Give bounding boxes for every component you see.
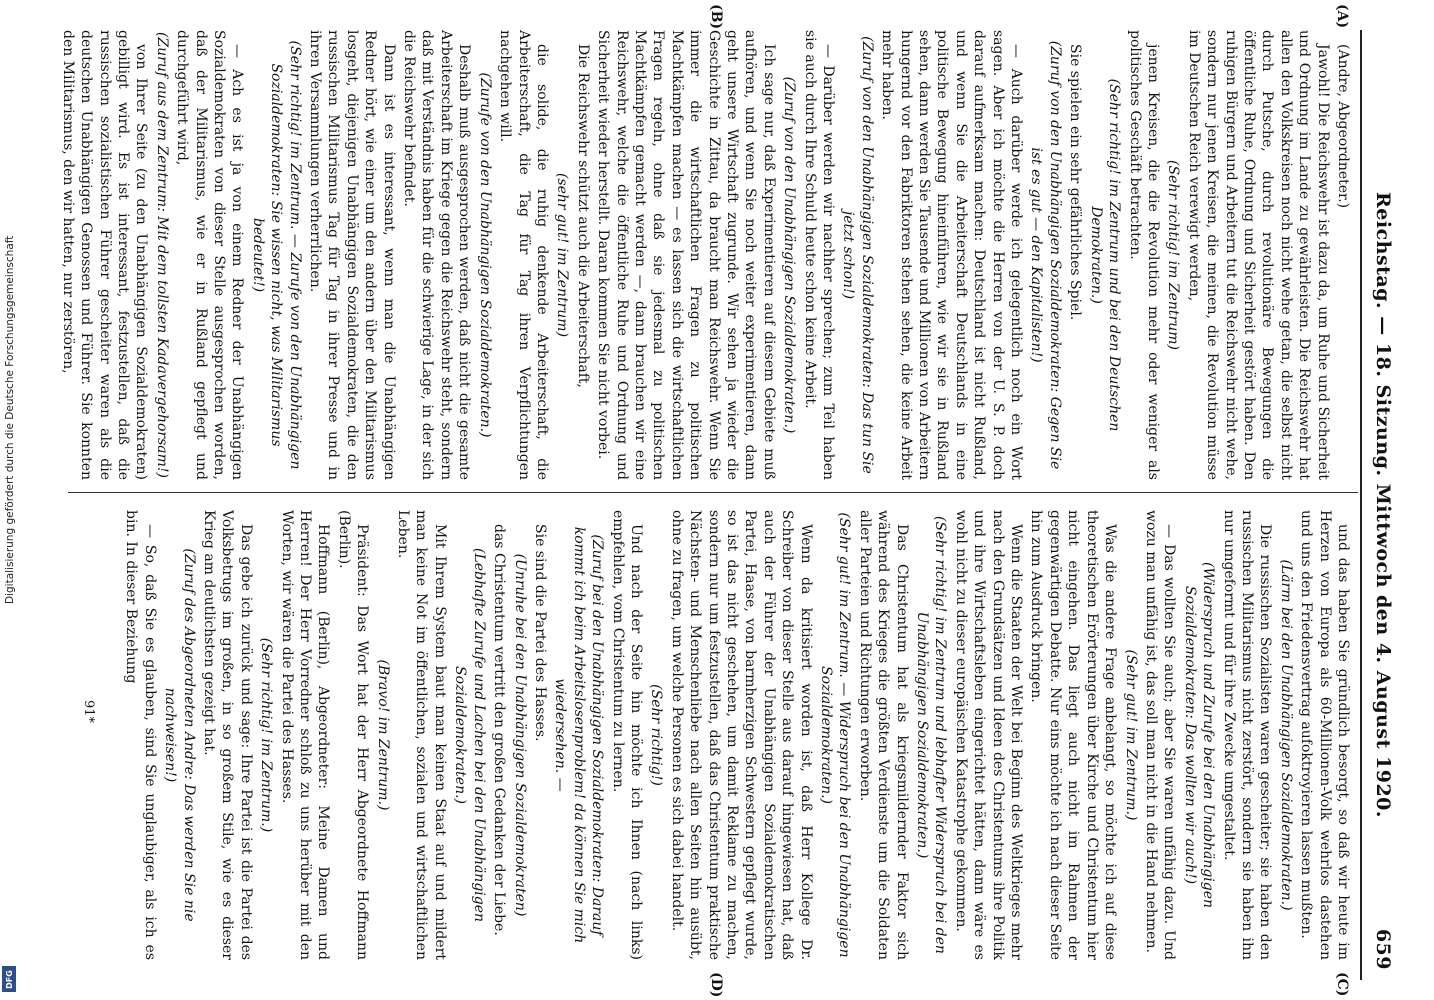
page-header (1358, 30, 1402, 980)
paragraph: Sie spielen ein sehr gefährliches Spiel. (1067, 44, 1084, 321)
interjection: (Bravo! im Zentrum.) (374, 659, 391, 811)
column-divider (68, 492, 1358, 493)
right-column (72, 510, 1352, 960)
paragraph: — Das wollten Sie auch; aber Sie waren unfähig dazu. Und wozu man unfähig ist, das soll man nicht in die Hand nehmen. (1142, 510, 1178, 960)
dfg-logo (2, 966, 16, 992)
margin-mark-c: (C) (1334, 972, 1350, 997)
interjection: (Sehr gut! im Zentrum.) (1122, 649, 1139, 821)
paragraph: Dann ist es interessant, wenn man die Unabhängigen Redner hört, wie einer um den andern über den Militarismus losgeht, diejenigen Unabhängigen Sozialdemokraten, die den russischen Militarismus Tag für Tag in ihrer Presse und in ihren Versammlungen verherrlichen. (307, 30, 397, 480)
interjection: (sehr gut! im Zentrum) (554, 172, 571, 338)
page-title: Reichstag. — 18. Sitzung. Mittwoch den 4. August 1920. (1372, 191, 1394, 819)
interjection: (Sehr richtig! im Zentrum.) (258, 637, 275, 833)
margin-mark-a: (A) (1334, 4, 1350, 29)
paragraph: von Ihrer Seite (zu den Unabhängigen Sozialdemokraten) gebilligt wird. Es ist interessant, festzustellen, daß die russischen sozialistischen Führer gescheiter waren als die deutschen Unabhängigen Genossen und Führer. Sie konnten den Militarismus, den wir hatten, nur zerstören, (59, 30, 150, 480)
interjection: (Zuruf von den Unabhängigen Sozialdemokraten: Gegen Sie ist es gut — den Kapitalisten!) (1028, 40, 1063, 470)
paragraph: Mit Ihrem System baut man keinen Staat auf und mildert man keine Not im öffentlichen, sozialen und wirtschaftlichen Leben. (395, 510, 448, 960)
footer-page-marker: 91* (81, 700, 96, 724)
paragraph: Sie sind die Partei des Hasses. (531, 524, 548, 742)
paragraph: Und nach der Seite hin möchte ich Ihnen (nach links) empfehlen, vom Christentum zu lernen. (609, 510, 644, 960)
speaker-paragraph: Präsident: Das Wort hat der Herr Abgeordnete Hoffmann (Berlin). (335, 510, 371, 960)
dfg-logo-text: DFG (4, 969, 14, 989)
interjection: (Lebhafte Zurufe und Lachen bei den Unabhängigen Sozialdemokraten.) (452, 547, 487, 923)
interjection: (Sehr richtig! im Zentrum) (1165, 160, 1182, 350)
interjection: (Sehr richtig! im Zentrum und bei den Deutschen Demokraten.) (1087, 78, 1123, 432)
paragraph: Wenn die Staaten der Welt bei Beginn des Weltkrieges mehr nach den Grundsätzen und Ideen des Christentums ihre Politik und ihre Wirtschaftsleben eingerichtet hätten, dann wäre es wohl nicht zu dieser europäischen Katastrophe gekommen. (952, 510, 1025, 960)
paragraph: und das haben Sie gründlich besorgt, so daß wir heute im Herzen von Europa als 60-Millionen-Volk wehrlos dastehen und uns den Friedensvertrag aufoktroyieren lassen mußten. (1298, 510, 1351, 960)
paragraph: — So, daß Sie es glauben, sind Sie unglaubiger, als ich es bin. In dieser Beziehung (123, 510, 158, 960)
interjection: (Lärm bei den Unabhängigen Sozialdemokraten.) (1277, 559, 1294, 911)
interjection: (Zuruf des Abgeordneten Andre: Das werden Sie nie nachweisen!) (162, 548, 197, 922)
paragraph: Die Reichswehr schützt auch die Arbeiterschaft, (574, 44, 591, 388)
speaker-paragraph: Hoffmann (Berlin), Abgeordneter: Meine Damen und Herren! Der Herr Vorredner schloß zu uns herüber mit den Worten, wir wären die Partei des Hasses. (278, 510, 332, 960)
interjection: (Zuruf bei den Unabhängigen Sozialdemokraten: Darauf kommt ich beim Arbeitslosenproblem! da können Sie mich wiedersehen. — (552, 526, 606, 944)
interjection: (Sehr richtig!) (648, 684, 665, 786)
paragraph: Jawohl! Die Reichswehr ist dazu da, um Ruhe und Sicherheit und Ordnung im Lande zu gewährleisten. Die Reichswehr hat allen den Volkskreisen noch nicht wehe getan, die selbst nicht durch Putsche, durch revolutionäre Bewegungen die öffentliche Ruhe, Ordnung und Sicherheit gestört haben. Den ruhigen Bürgern und Arbeitern tut die Reichswehr nicht wehe, sondern nur jenen Kreisen, die meinen, die Revolution müsse im Deutschen Reich verewigt werden, (1185, 30, 1331, 480)
page-number: 659 (1372, 928, 1394, 970)
header-rule (1360, 30, 1362, 980)
margin-mark-d: (D) (708, 972, 724, 998)
paragraph: — Auch darüber werde ich gelegentlich noch ein Wort sagen. Aber ich möchte die Herren von der U. S. P. doch darauf aufmerksam machen: Deutschland ist nicht Rußland, und wenn Sie die Arbeiterschaft Deutschlands in eine politische Bewegung hineinführen, wie wir sie in Rußland sehen, dann werden Sie Tausende und Millionen von Arbeitern hungernd vor den Fabriktoren stehen sehen, die keine Arbeit mehr haben. (879, 30, 1025, 480)
digitization-credit: Digitalisierung gefördert durch die Deutsche Forschungsgemeinschaft (4, 235, 16, 604)
interjection: (Zuruf aus dem Zentrum: Mit dem tollsten Kadavergehorsam!) (153, 31, 170, 479)
paragraph: Deshalb muß ausgesprochen werden, daß nicht die gesamte Arbeiterschaft im Kriege gegen die Reichswehr steht, sondern daß mit Verständnis haben für die schwierige Lage, in der sich die Reichswehr befindet. (401, 30, 473, 480)
margin-mark-b: (B) (708, 4, 724, 30)
paragraph: — Ach es ist ja von einem Redner der Unabhängigen Sozialdemokraten von dieser Stelle ausgesprochen worden, daß der Militarismus, wie er in Rußland gepflegt und durchgeführt wird, (174, 30, 246, 480)
paragraph: — Darüber werden wir nachher sprechen; zum Teil haben sie auch durch Ihre Schuld heute schon keine Arbeit. (801, 30, 837, 480)
paragraph: das Christentum vertritt den großen Gedanken der Liebe. (491, 524, 508, 936)
interjection: (Zuruf von den Unabhängigen Sozialdemokraten: Das tun Sie jetzt schon!) (840, 36, 875, 474)
paragraph: Wenn da kritisiert worden ist, daß Herr Kollege Dr. Schreiber von dieser Stelle aus darauf hingewiesen hat, daß auch der Führer der Unabhängigen Sozialdemokratischen Partei, Haase, von barmherzigen Schwestern gepflegt wurde, so ist das nicht geschehen, um damit Reklame zu machen, sondern nur um festzustellen, daß das Christentum praktische Nächsten- und Menschenliebe nach allen Seiten hin ausübt, ohne zu fragen, um welche Personen es sich dabei handelt. (668, 510, 814, 960)
interjection: (Sehr richtig! im Zentrum. — Zurufe von den Unabhängigen Sozialdemokraten: Sie wissen nicht, was Militarismus bedeutet!) (249, 40, 303, 470)
document-page (40, 0, 1414, 1000)
interjection: (Zurufe von den Unabhängigen Sozialdemokraten.) (476, 72, 493, 438)
paragraph: Ich sage nur, daß Experimentieren auf diesem Gebiete muß aufhören, und wenn Sie noch weiter experimentieren, dann geht unsere Wirtschaft zugrunde. Wir sehen ja wieder die Geschichte in Zittau, da braucht man Reichswehr. Wenn Sie immer die wirtschaftlichen Fragen zu politischen Machtkämpfen machen — es lassen sich die wirtschaftlichen Fragen regeln, ohne daß sie jedesmal zu politischen Machtkämpfen gemacht werden —, dann brauchen wir eine Reichswehr, welche die öffentliche Ruhe und Ordnung und Sicherheit wieder herstellt. Daran kommen Sie nicht vorbei. (595, 30, 777, 480)
interjection: (Zuruf von den Unabhängigen Sozialdemokraten.) (781, 76, 798, 434)
paragraph: Das Christentum hat als kriegsmildernder Faktor sich während des Krieges die größten Verdienste um die Soldaten aller Parteien und Richtungen erworben. (856, 510, 910, 960)
paragraph: Was die andere Frage anbelangt, so möchte ich auf diese theoretischen Erörterungen über Kirche und Christentum hier nicht eingehen. Das liegt auch nicht im Rahmen der gegenwärtigen Debatte. Nur eins möchte ich nach dieser Seite hin zum Ausdruck bringen. (1028, 510, 1119, 960)
interjection: (Unruhe bei den Unabhängigen Sozialdemokraten) (511, 553, 528, 917)
interjection: (Sehr gut! im Zentrum. — Widerspruch bei den Unabhängigen Sozialdemokraten.) (818, 512, 853, 958)
paragraph: (Andre, Abgeordneter.) (1335, 44, 1351, 209)
paragraph: die solide, die ruhig denkende Arbeiterschaft, die Arbeiterschaft, die Tag für Tag ihren Verpflichtungen nachgehen will. (497, 30, 550, 480)
paragraph: jenen Kreisen, die die Revolution mehr oder weniger als politisches Geschäft betrachten. (1126, 30, 1161, 480)
interjection: (Sehr richtig! im Zentrum und lebhafter Widerspruch bei den Unabhängigen Sozialdemokraten.) (914, 516, 949, 954)
interjection: (Widerspruch und Zurufe bei den Unabhängigen Sozialdemokraten: Das wollten wir auch!) (1181, 561, 1217, 909)
left-column (59, 30, 1352, 480)
paragraph: Die russischen Sozialisten waren gescheiter; sie haben den russischen Militarismus nicht zerstört, sondern sie haben ihn nur umgeformt und für ihre Zwecke umgestaltet. (1220, 510, 1274, 960)
paragraph: Das gebe ich zurück und sage: Ihre Partei ist die Partei des Volksbetrugs im großen, in so großem Stile, wie es dieser Krieg am deutlichsten gezeigt hat. (201, 510, 254, 960)
